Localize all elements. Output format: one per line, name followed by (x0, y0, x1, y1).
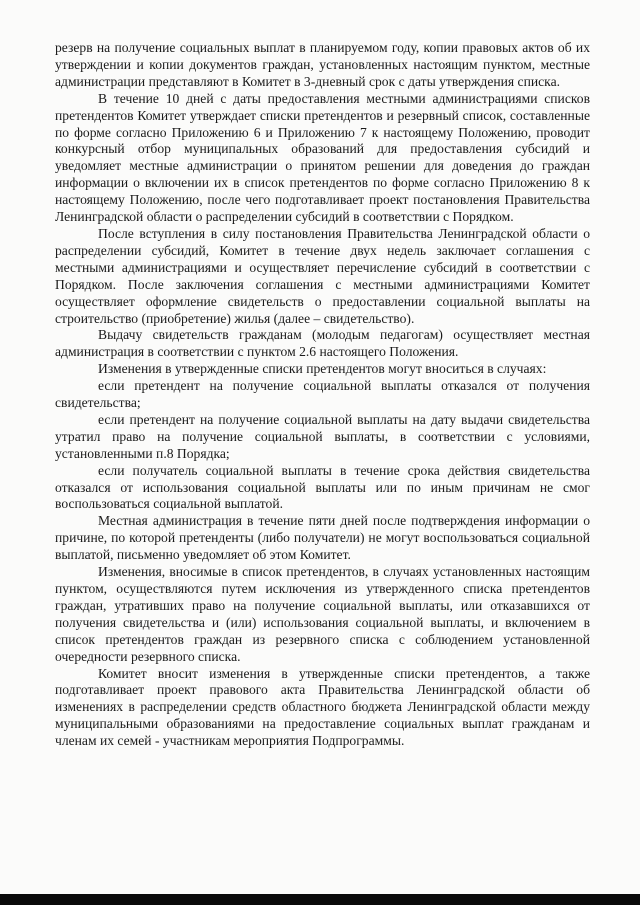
scan-bottom-edge (0, 894, 640, 905)
document-body (55, 40, 590, 750)
list-case: если получатель социальной выплаты в течение срока действия свидетельства отказался от использования социальной выплаты или по иным причинам не смог воспользоваться социальной выплатой. (55, 462, 590, 512)
paragraph: Выдачу свидетельств гражданам (молодым педагогам) осуществляет местная администрация в соответствии с пунктом 2.6 настоящего Положения. (55, 327, 590, 360)
list-case: если претендент на получение социальной выплаты на дату выдачи свидетельства утратил право на получение социальной выплаты, в соответствии с условиями, установленными п.8 Порядка; (55, 411, 590, 461)
paragraph: Изменения в утвержденные списки претендентов могут вноситься в случаях: (98, 361, 547, 377)
paragraph: Комитет вносит изменения в утвержденные списки претендентов, а также подготавливает проект правового акта Правительства Ленинградской области об изменениях в распределении средств областного бюджета Ленинградской области между муниципальными образованиями на предоставление социальных выплат гражданам и членам их семей - участникам мероприятия Подпрограммы. (55, 665, 590, 749)
list-case: если претендент на получение социальной выплаты отказался от получения свидетельства; (55, 378, 590, 411)
paragraph: В течение 10 дней с даты предоставления местными администрациями списков претендентов Комитет утверждает списки претендентов и резервный список, составленные по форме согласно Приложению 6 и Приложению 7 к настоящему Положению, проводит конкурсный отбор муниципальных образований для предоставления субсидий и уведомляет местные администрации о принятом решении для доведения до граждан информации о включении их в список претендентов по форме согласно Приложению 8 к настоящему Положению, после чего подготавливает проект постановления Правительства Ленинградской области о распределении субсидий в соответствии с Порядком. (55, 90, 590, 225)
paragraph: Местная администрация в течение пяти дней после подтверждения информации о причине, по которой претенденты (либо получатели) не могут воспользоваться социальной выплатой, письменно уведомляет об этом Комитет. (55, 513, 590, 563)
paragraph-continuation: резерв на получение социальных выплат в планируемом году, копии правовых актов об их утверждении и копии документов граждан, установленных настоящим пунктом, местные администрации представляют в Комитет в 3-дневный срок с даты утверждения списка. (55, 40, 590, 89)
paragraph: После вступления в силу постановления Правительства Ленинградской области о распределении субсидий, Комитет в течение двух недель заключает соглашения с местными администрациями и осуществляет перечисление субсидий в соответствии с Порядком. После заключения соглашения с местными администрациями Комитет осуществляет оформление свидетельств о предоставлении социальной выплаты на строительство (приобретение) жилья (далее – свидетельство). (55, 225, 590, 326)
paragraph: Изменения, вносимые в список претендентов, в случаях установленных настоящим пунктом, осуществляются путем исключения из утвержденного списка претендентов граждан, утративших право на получение социальной выплаты, или отказавшихся от получения свидетельства и (или) использования социальной выплаты, и включением в список претендентов граждан из резервного списка с соблюдением установленной очередности резервного списка. (55, 564, 590, 664)
